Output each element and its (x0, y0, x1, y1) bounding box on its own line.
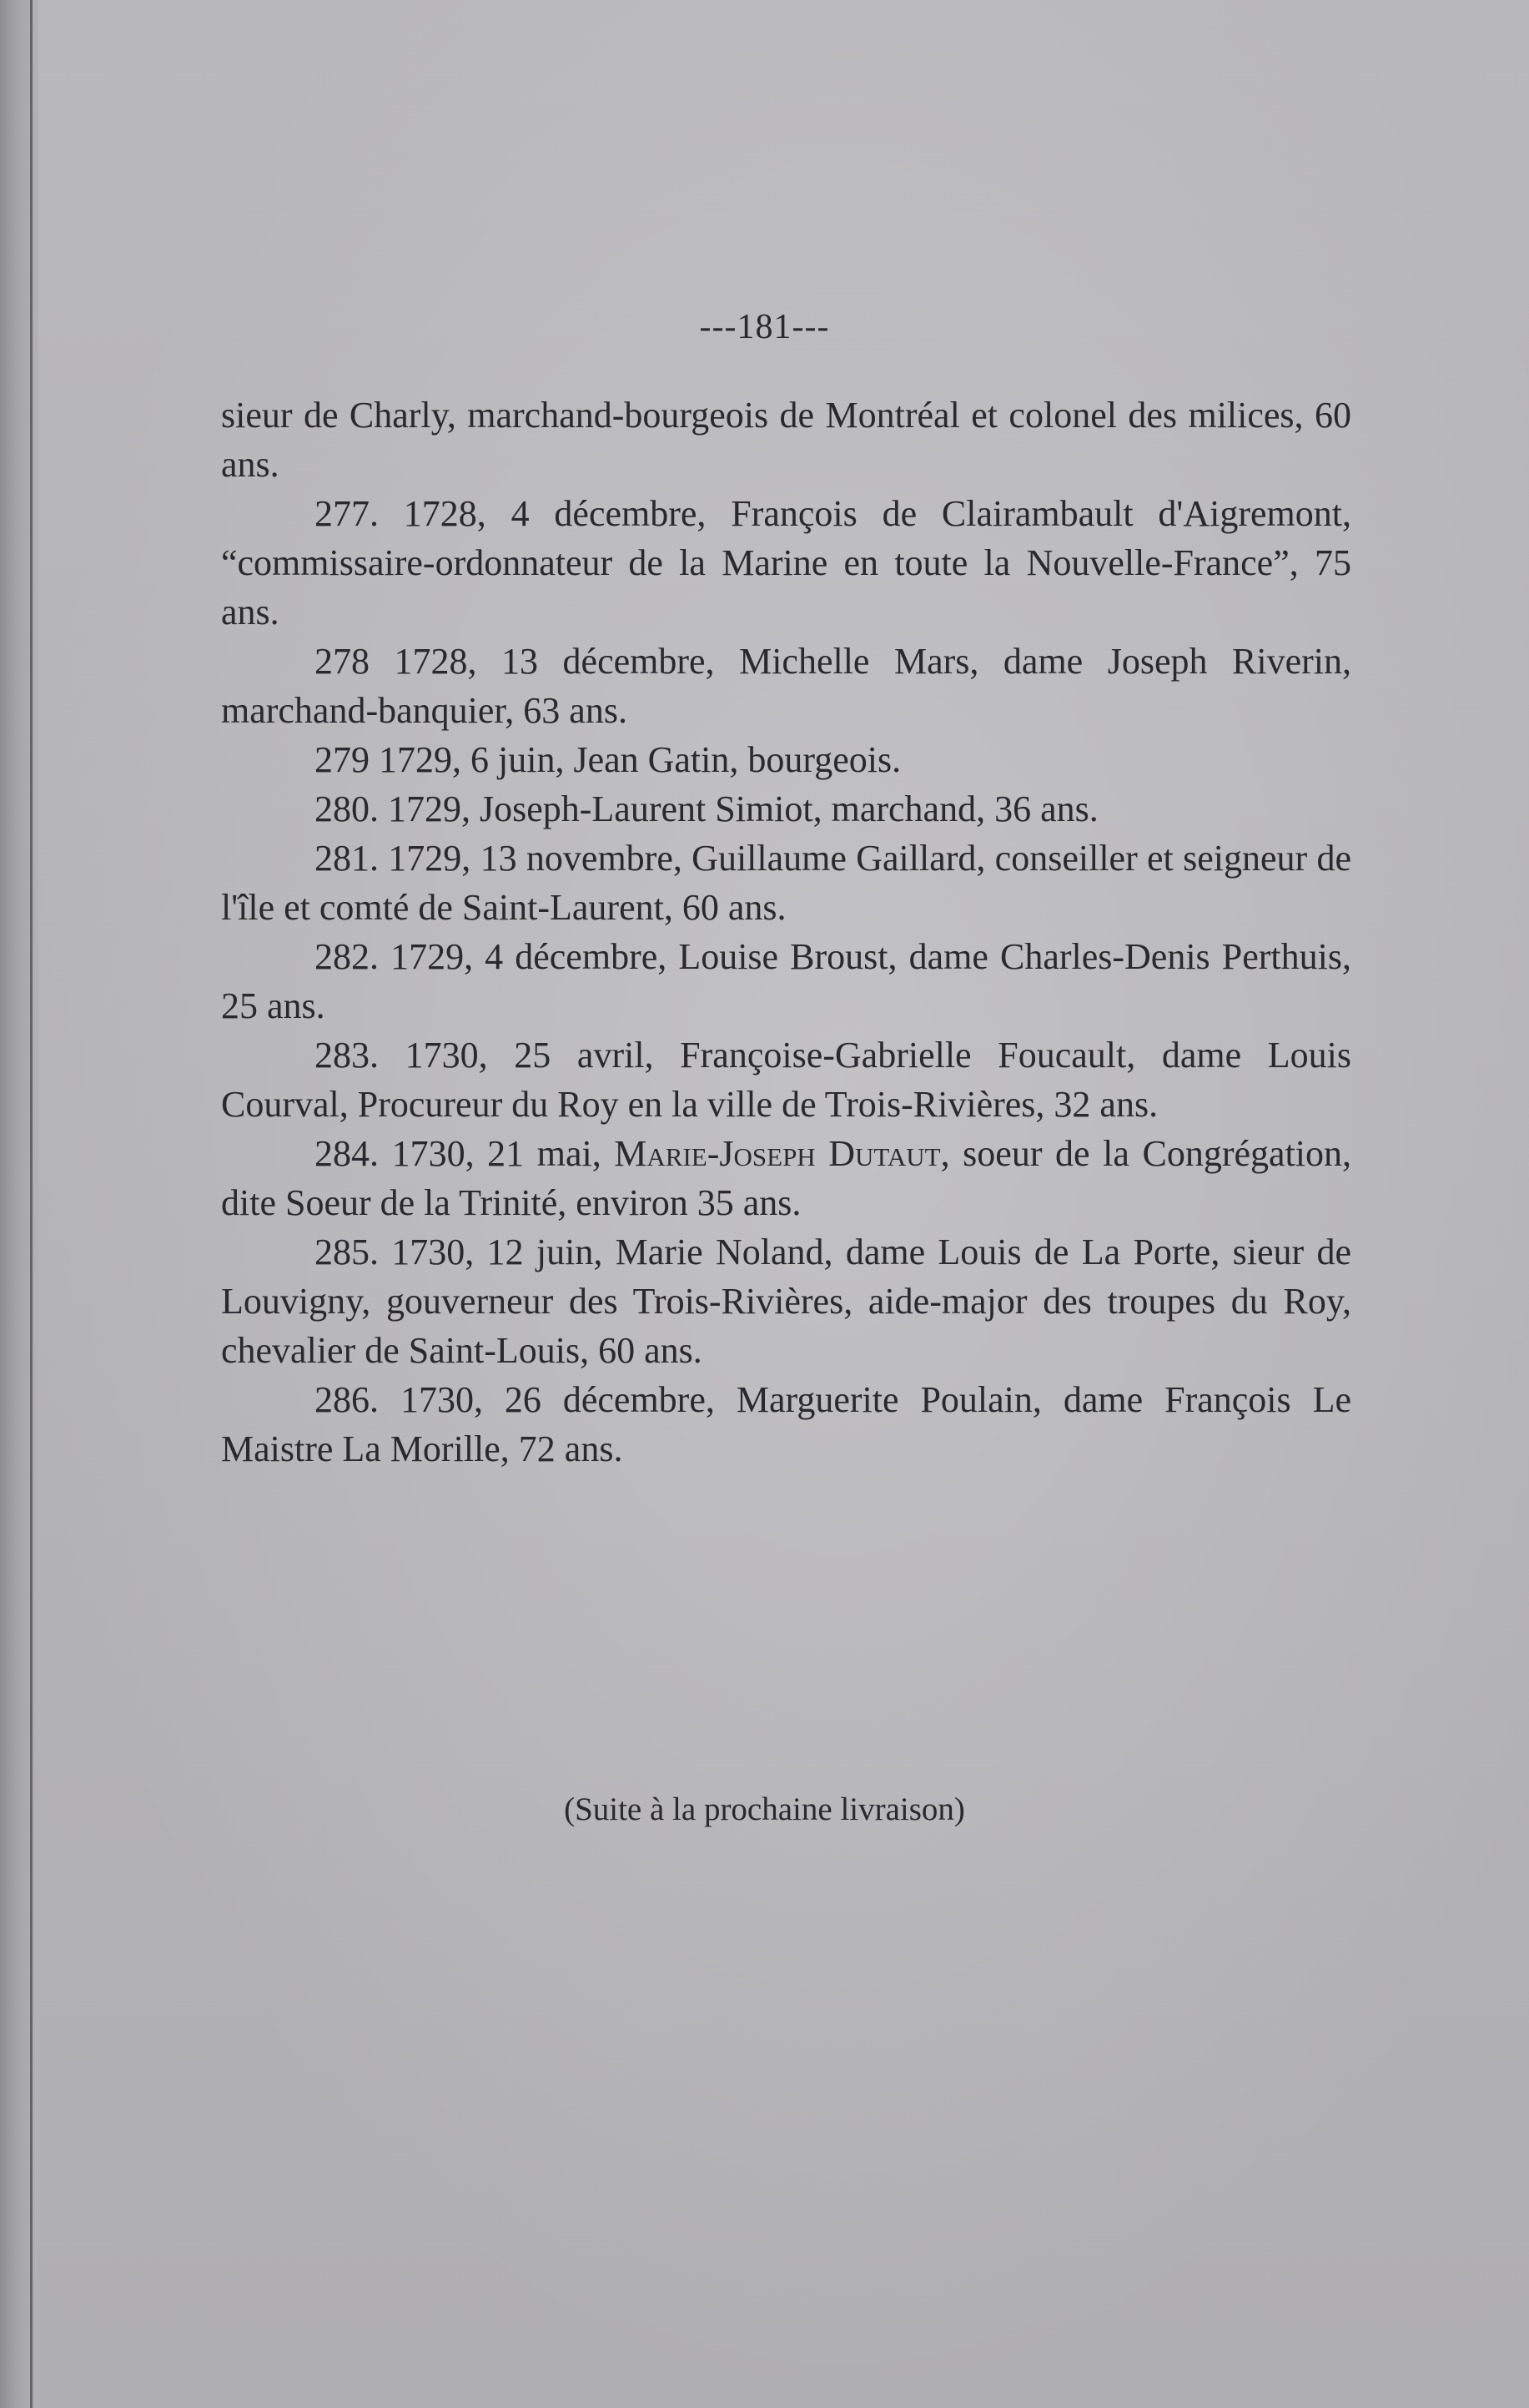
entry-285: 285. 1730, 12 juin, Marie Noland, dame Louis de La Porte, sieur de Louvigny, gouverneur des Trois-Rivières, aide-major des troupes du Roy, chevalier de Saint-Louis, 60 ans. (221, 1232, 1351, 1371)
book-gutter-line (30, 0, 33, 2408)
entry-284-suffix: , soeur de la Congrégation, dite Soeur de la Trinité, environ 35 ans. (221, 1133, 1351, 1223)
text-body (221, 390, 1351, 1474)
entry-280: 280. 1729, Joseph-Laurent Simiot, marchand, 36 ans. (314, 788, 1099, 829)
continuation-note: (Suite à la prochaine livraison) (564, 1791, 965, 1827)
entry-284-prefix: 284. 1730, 21 mai, (314, 1133, 615, 1174)
entry-284-name: Marie-Joseph Dutaut (614, 1133, 941, 1174)
page-number: ---181--- (699, 308, 830, 346)
entry-278: 278 1728, 13 décembre, Michelle Mars, dame Joseph Riverin, marchand-banquier, 63 ans. (221, 641, 1351, 731)
entry-286: 286. 1730, 26 décembre, Marguerite Poulain, dame François Le Maistre La Morille, 72 ans. (221, 1379, 1351, 1469)
entry-282: 282. 1729, 4 décembre, Louise Broust, dame Charles-Denis Perthuis, 25 ans. (221, 936, 1351, 1026)
entry-279: 279 1729, 6 juin, Jean Gatin, bourgeois. (314, 739, 902, 780)
entry-277: 277. 1728, 4 décembre, François de Clairambault d'Aigremont, “commissaire-ordonnateur de la Marine en toute la Nouvelle-France”, 75 ans. (221, 493, 1351, 632)
book-spine-shadow (0, 0, 38, 2408)
entry-284 (221, 1129, 1351, 1227)
entry-continued: sieur de Charly, marchand-bourgeois de Montréal et colonel des milices, 60 ans. (221, 395, 1351, 485)
entry-283: 283. 1730, 25 avril, Françoise-Gabrielle Foucault, dame Louis Courval, Procureur du Roy en la ville de Trois-Rivières, 32 ans. (221, 1035, 1351, 1125)
entry-281: 281. 1729, 13 novembre, Guillaume Gaillard, conseiller et seigneur de l'île et comté de Saint-Laurent, 60 ans. (221, 838, 1351, 928)
